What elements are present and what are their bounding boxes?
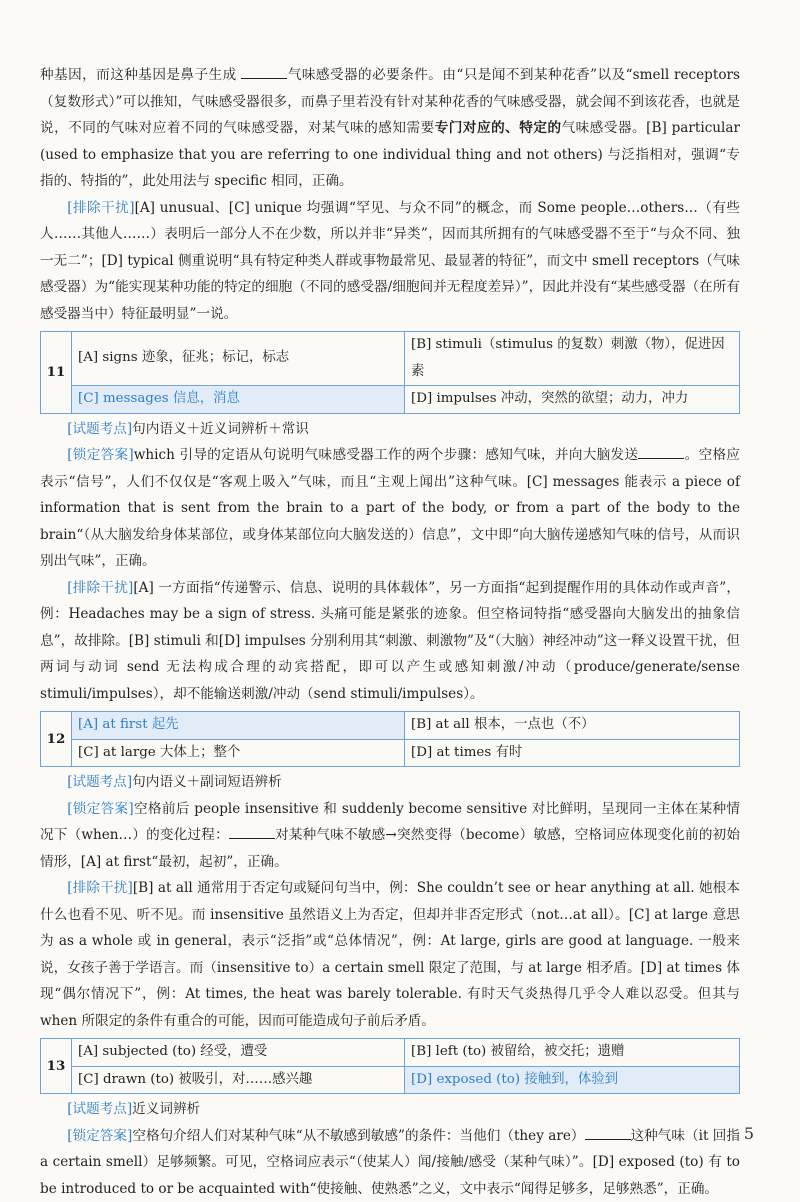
q12-point: [试题考点]句内语义＋副词短语辨析	[40, 769, 740, 796]
option-b: [B] left (to) 被留给，被交托；遗赠	[405, 1039, 740, 1067]
option-d: [D] at times 有时	[405, 739, 740, 767]
blank-line	[638, 444, 684, 459]
question-11-options	[40, 331, 740, 414]
exclude-tag: [排除干扰]	[67, 580, 133, 596]
blank-line	[585, 1125, 631, 1140]
q12-answer: [锁定答案]空格前后 people insensitive 和 suddenly become sensitive 对比鲜明，呈现同一主体在某种情况下（when…）的变化过程： 对某种气味不敏感→突然变得（become）敏感，空格词应体现变化前的初始情形，[A] at first“最初，起初”，正确。	[40, 796, 740, 876]
question-12-options	[40, 711, 740, 767]
q11-point: [试题考点]句内语义＋近义词辨析＋常识	[40, 416, 740, 443]
intro-paragraph-2: [排除干扰][A] unusual、[C] unique 均强调“罕见、与众不同”的概念，而 Some people…others…（有些人……其他人……）表明后一部分人不在少数，所以并非“异类”，因而其所拥有的气味感受器不至于“与众不同、独一无二”；[D] typical 侧重说明“具有特定种类人群或事物最常见、最显著的特征”，而文中 smell receptors（气味感受器）为“能实现某种功能的特定的细胞（不同的感受器/细胞间并无程度差异）”，因此并没有“某些感受器（在所有感受器当中）特征最明显”一说。	[40, 195, 740, 328]
q11-answer: [锁定答案]which 引导的定语从句说明气味感受器工作的两个步骤：感知气味，并向大脑发送 。空格应表示“信号”，人们不仅仅是“客观上吸入”气味，而且“主观上闻出”这种气味。[C] messages 能表示 a piece of information that is sent from the brain to a part of the body, or from a part of the body to the brain“（从大脑发给身体某部位，或身体某部位向大脑发送的）信息”，文中即“向大脑传递感知气味的信号，从而识别出气味”，正确。	[40, 442, 740, 575]
point-tag: [试题考点]	[67, 1101, 132, 1117]
answer-tag: [锁定答案]	[67, 447, 134, 463]
option-a: [A] subjected (to) 经受，遭受	[72, 1039, 405, 1067]
q13-answer: [锁定答案]空格句介绍人们对某种气味“从不敏感到敏感”的条件：当他们（they are） 这种气味（it 回指 a certain smell）足够频繁。可见，空格词应表示“（使某人）闻/接触/感受（某种气味）”。[D] exposed (to) 有 to be introduced to or be acquainted with“使接触、使熟悉”之义，文中表示“闻得足够多，足够熟悉”，正确。	[40, 1123, 740, 1202]
page-number: 5	[744, 1124, 754, 1143]
document-body	[40, 62, 740, 1202]
intro-paragraph-1: 种基因，而这种基因是鼻子生成 气味感受器的必要条件。由“只是闻不到某种花香”以及“smell receptors（复数形式）”可以推知，气味感受器很多，而鼻子里若没有针对某种花香的气味感受器，就会闻不到该花香，也就是说，不同的气味对应着不同的气味感受器，对某气味的感知需要专门对应的、特定的气味感受器。[B] particular (used to emphasize that you are referring to one individual thing and not others) 与泛指相对，强调“专指的、特指的”，此处用法与 specific 相同，正确。	[40, 62, 740, 195]
option-a-correct: [A] at first 起先	[72, 712, 405, 740]
question-number: 12	[41, 712, 72, 767]
emphasis-text: 专门对应的、特定的	[435, 120, 562, 136]
option-c-correct: [C] messages 信息，消息	[72, 386, 405, 414]
question-13-options	[40, 1038, 740, 1094]
option-b: [B] stimuli（stimulus 的复数）刺激（物），促进因素	[405, 332, 740, 386]
question-number: 13	[41, 1039, 72, 1094]
answer-tag: [锁定答案]	[67, 1128, 132, 1144]
option-d: [D] impulses 冲动，突然的欲望；动力，冲力	[405, 386, 740, 414]
question-number: 11	[41, 332, 72, 414]
q11-exclude: [排除干扰][A] 一方面指“传递警示、信息、说明的具体载体”，另一方面指“起到提醒作用的具体动作或声音”，例：Headaches may be a sign of stress. 头痛可能是紧张的迹象。但空格词特指“感受器向大脑发出的抽象信息”，故排除。[B] stimuli 和[D] impulses 分别利用其“刺激、刺激物”及“（大脑）神经冲动”这一释义设置干扰，但两词与动词 send 无法构成合理的动宾搭配，即可以产生或感知刺激/冲动（produce/generate/sense stimuli/impulses），却不能输送刺激/冲动（send stimuli/impulses）。	[40, 575, 740, 708]
option-c: [C] drawn (to) 被吸引，对……感兴趣	[72, 1066, 405, 1094]
option-c: [C] at large 大体上；整个	[72, 739, 405, 767]
option-a: [A] signs 迹象，征兆；标记，标志	[72, 332, 405, 386]
blank-line	[229, 824, 275, 839]
option-d-correct: [D] exposed (to) 接触到，体验到	[405, 1066, 740, 1094]
q13-point: [试题考点]近义词辨析	[40, 1096, 740, 1123]
exclude-tag: [排除干扰]	[67, 880, 133, 896]
point-tag: [试题考点]	[67, 421, 132, 437]
exclude-tag: [排除干扰]	[67, 200, 134, 216]
point-tag: [试题考点]	[67, 774, 132, 790]
blank-line	[241, 64, 287, 79]
option-b: [B] at all 根本，一点也（不）	[405, 712, 740, 740]
q12-exclude: [排除干扰][B] at all 通常用于否定句或疑问句当中，例：She couldn’t see or hear anything at all. 她根本什么也看不见、听不见。而 insensitive 虽然语义上为否定，但却并非否定形式（not…at all）。[C] at large 意思为 as a whole 或 in general，表示“泛指”或“总体情况”，例：At large, girls are good at language. 一般来说，女孩子善于学语言。而（insensitive to）a certain smell 限定了范围，与 at large 相矛盾。[D] at times 体现“偶尔情况下”，例：At times, the heat was barely tolerable. 有时天气炎热得几乎令人难以忍受。但其与 when 所限定的条件有重合的可能，因而可能造成句子前后矛盾。	[40, 875, 740, 1034]
answer-tag: [锁定答案]	[67, 801, 134, 817]
